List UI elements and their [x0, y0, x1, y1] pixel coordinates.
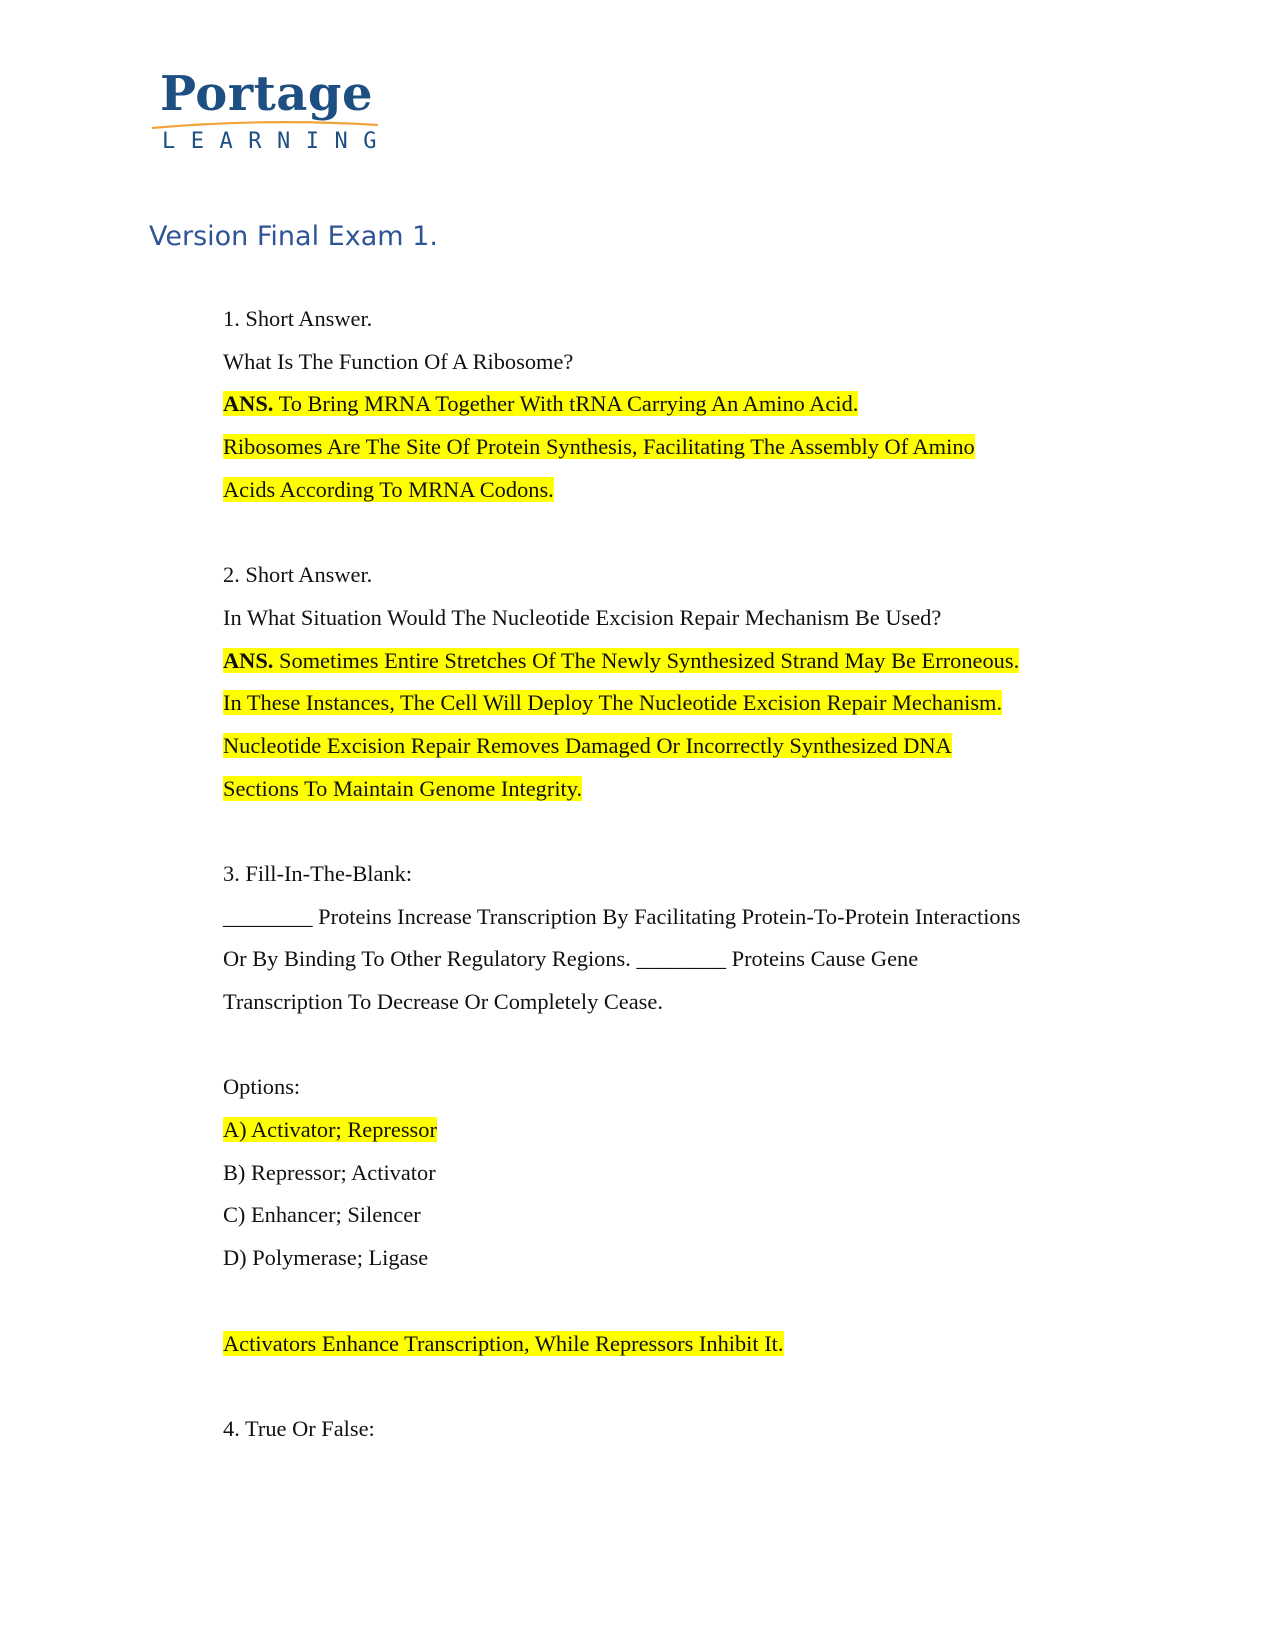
- q1-answer: [223, 383, 1143, 426]
- q3-text-line-1: ________ Proteins Increase Transcription By Facilitating Protein-To-Protein Interactions: [223, 903, 1021, 929]
- q3-heading: 3. Fill-In-The-Blank:: [223, 860, 413, 886]
- q4-heading: 4. True Or False:: [223, 1415, 375, 1441]
- q1-heading: 1. Short Answer.: [223, 306, 373, 331]
- q3-option-d: D) Polymerase; Ligase: [223, 1245, 429, 1271]
- q2-ans-label: ANS.: [223, 647, 274, 673]
- q3-text-line-2: Or By Binding To Other Regulatory Regions. ________ Proteins Cause Gene: [223, 946, 919, 972]
- q3-text-line-3: Transcription To Decrease Or Completely Cease.: [223, 989, 663, 1014]
- logo-wordmark: Portage: [160, 66, 373, 122]
- q1-explanation-line-2: Acids According To MRNA Codons.: [223, 476, 554, 502]
- q1-explanation-line-1: Ribosomes Are The Site Of Protein Synthesis, Facilitating The Assembly Of Amino: [223, 434, 975, 460]
- q1-ans-label: ANS.: [223, 391, 274, 417]
- q3-options-label: Options:: [223, 1074, 301, 1100]
- q2-heading: 2. Short Answer.: [223, 562, 373, 588]
- page-title: Version Final Exam 1.: [149, 221, 438, 252]
- q3-option-b: B) Repressor; Activator: [223, 1159, 436, 1185]
- logo-subtitle: LEARNING: [162, 129, 392, 154]
- exam-content: [223, 298, 1143, 1451]
- q2-ans-text: Sometimes Entire Stretches Of The Newly Synthesized Strand May Be Erroneous.: [273, 647, 1020, 673]
- portage-learning-logo: [150, 66, 392, 156]
- q2-explanation-line-2: Sections To Maintain Genome Integrity.: [223, 775, 583, 801]
- q1-question: What Is The Function Of A Ribosome?: [223, 348, 574, 374]
- q1-ans-text: To Bring MRNA Together With tRNA Carrying An Amino Acid.: [273, 391, 859, 417]
- q3-option-a: A) Activator; Repressor: [223, 1117, 437, 1143]
- q2-question: In What Situation Would The Nucleotide Excision Repair Mechanism Be Used?: [223, 604, 942, 630]
- q3-explanation: Activators Enhance Transcription, While Repressors Inhibit It.: [223, 1330, 784, 1356]
- q3-option-c: C) Enhancer; Silencer: [223, 1202, 421, 1228]
- q2-answer-line-2: In These Instances, The Cell Will Deploy The Nucleotide Excision Repair Mechanism.: [223, 690, 1003, 716]
- q2-explanation-line-1: Nucleotide Excision Repair Removes Damaged Or Incorrectly Synthesized DNA: [223, 732, 952, 758]
- q2-answer: [223, 640, 1143, 683]
